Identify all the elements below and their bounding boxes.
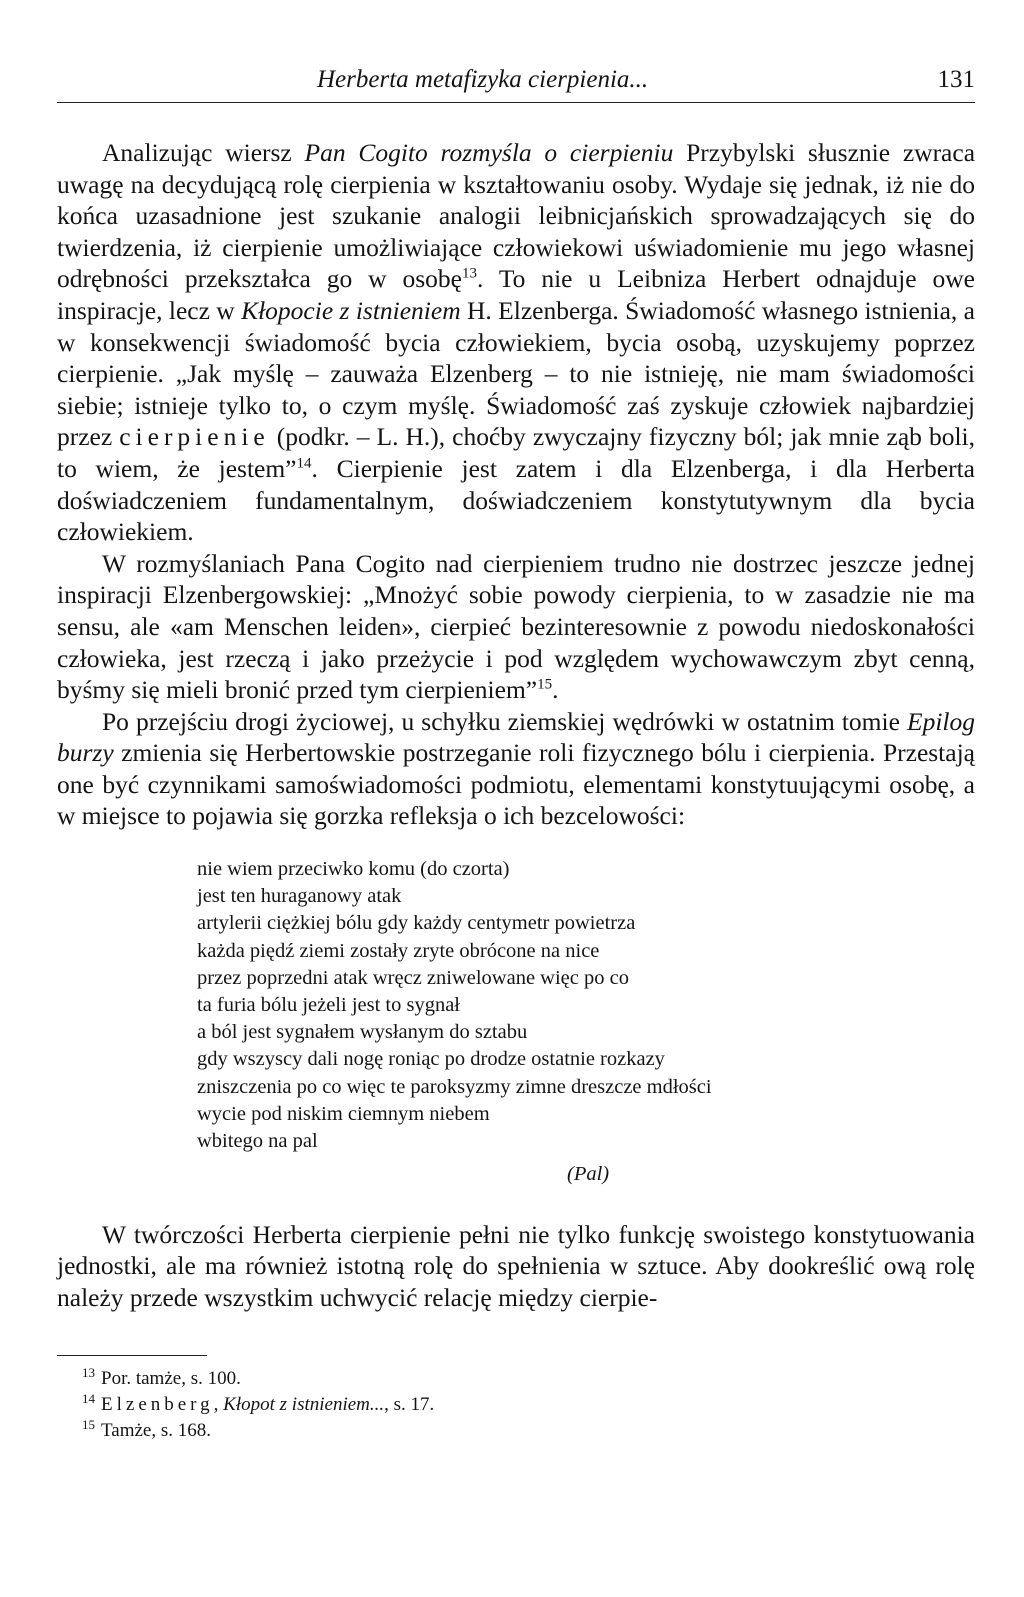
text-run: Przybylski słusznie zwraca uwagę na decydującą rolę cierpienia w kształtowaniu osoby. Wydaje się jednak, iż nie do końca uzasadnione jest szukanie analogii leibnicjańskich sprowadzających się do twierdzenia, iż cierpienie umożliwiające człowiekowi uświadomienie mu jego własnej odrębności przekształca go w osobę <box>57 138 976 294</box>
volume-title-italic: Epilog burzy <box>57 706 975 768</box>
footnote-number: 14 <box>82 1390 95 1406</box>
footnotes <box>82 1366 975 1444</box>
paragraph-2 <box>57 548 975 706</box>
poem-source: (Pal) <box>567 1163 610 1186</box>
poem-line: jest ten huraganowy atak <box>197 885 402 908</box>
poem-line: wbitego na pal <box>197 1130 318 1153</box>
footnote-author: Elzenberg <box>101 1394 214 1416</box>
text-run: W rozmyślaniach Pana Cogito nad cierpieniem trudno nie dostrzec jeszcze jednej inspiracji Elzenbergowskiej: „Mnożyć sobie powody cierpienia, to w zasadzie nie ma sensu, ale «am Menschen leiden», cierpieć bezinteresownie z powodu niedoskonałości człowieka, jest rzeczą i jako przeżycie i pod względem wychowawczym zbyt cenną, byśmy się mieli bronić przed tym cierpieniem” <box>57 548 975 705</box>
footnote-15 <box>82 1418 975 1444</box>
footnote-ref-13[interactable]: 13 <box>462 265 478 282</box>
text-run: Po przejściu drogi życiowej, u schyłku ziemskiej wędrówki w ostatnim tomie <box>102 706 907 736</box>
paragraph-1 <box>57 137 975 548</box>
footnote-number: 15 <box>82 1416 95 1432</box>
running-head: Herberta metafizyka cierpienia... <box>317 66 649 93</box>
footnote-ref-14[interactable]: 14 <box>296 455 312 472</box>
text-run: Analizując wiersz <box>102 138 305 167</box>
text-run: . Cierpienie jest zatem i dla Elzenberga, i dla Herberta doświadczeniem fundamentalnym, doświadczeniem konstytutywnym dla bycia człowiekiem. <box>57 453 975 547</box>
paragraph-4 <box>57 1219 975 1314</box>
text-run: zmienia się Herbertowskie postrzeganie roli fizycznego bólu i cierpienia. Przestają one być czynnikami samoświadomości podmiotu, elementami konstytuującymi osobę, a w miejsce to pojawia się gorzka refleksja o ich bezcelowości: <box>57 738 975 831</box>
body-text <box>57 137 975 1313</box>
footnote-ref-15[interactable]: 15 <box>537 676 553 693</box>
text-run: H. Elzenberga. Świadomość własnego istnienia, a w konsekwencji świadomość bycia człowiekiem, bycia osobą, uzyskujemy poprzez cierpienie. „Jak myślę – zauważa Elzenberg – to nie istnieję, nie mam świadomości siebie; istnieje tylko to, o czym myślę. Świadomość zaś zyskuje człowiek najbardziej przez <box>57 295 975 452</box>
document-page <box>57 62 975 1562</box>
poem-line: a ból jest sygnałem wysłanym do sztabu <box>197 1021 528 1044</box>
footnote-13 <box>82 1366 975 1392</box>
footnote-text: Por. tamże, s. 100. <box>101 1368 241 1390</box>
poem-line: nie wiem przeciwko komu (do czorta) <box>197 858 510 881</box>
poem-quote <box>197 856 975 1188</box>
poem-line: artylerii ciężkiej bólu gdy każdy centymetr powietrza <box>197 912 636 935</box>
footnote-number: 13 <box>82 1364 95 1380</box>
paragraph-3 <box>57 706 975 832</box>
poem-line: wycie pod niskim ciemnym niebem <box>197 1102 490 1125</box>
footnote-text: Tamże, s. 168. <box>101 1420 212 1442</box>
text-run: . To nie u Leibniza Herbert odnajduje owe inspiracje, lecz w <box>57 264 975 325</box>
book-title-italic: Kłopocie z istnieniem <box>241 295 461 325</box>
text-run: (podkr. – L. H.), choćby zwyczajny fizyczny ból; jak mnie ząb boli, to wiem, że jestem” <box>57 422 975 483</box>
footnote-14 <box>82 1392 975 1418</box>
page-number: 131 <box>937 66 975 93</box>
poem-line: ta furia bólu jeżeli jest to sygnał <box>197 994 461 1017</box>
spaced-emphasis: cierpienie <box>119 422 270 452</box>
text-run: W twórczości Herberta cierpienie pełni nie tylko funkcję swoistego konstytuowania jednostki, ale ma również istotną rolę do spełnienia w sztuce. Aby dookreślić ową rolę należy przede wszystkim uchwycić relację między cierpie- <box>57 1219 975 1312</box>
footnote-divider <box>57 1355 207 1356</box>
poem-line: gdy wszyscy dali nogę roniąc po drodze ostatnie rozkazy <box>197 1048 665 1071</box>
footnote-text: , s. 17. <box>384 1394 435 1416</box>
poem-line: zniszczenia po co więc te paroksyzmy zimne dreszcze mdłości <box>197 1075 712 1098</box>
poem-line: każda piędź ziemi zostały zryte obrócone na nice <box>197 939 600 962</box>
footnote-title: Kłopot z istnieniem... <box>223 1394 385 1416</box>
footnote-separator: , <box>213 1394 224 1416</box>
text-run: . <box>552 675 559 705</box>
page-header <box>57 62 975 103</box>
poem-line: przez poprzedni atak wręcz zniwelowane więc po co <box>197 966 629 989</box>
poem-title-italic: Pan Cogito rozmyśla o cierpieniu <box>304 138 674 167</box>
